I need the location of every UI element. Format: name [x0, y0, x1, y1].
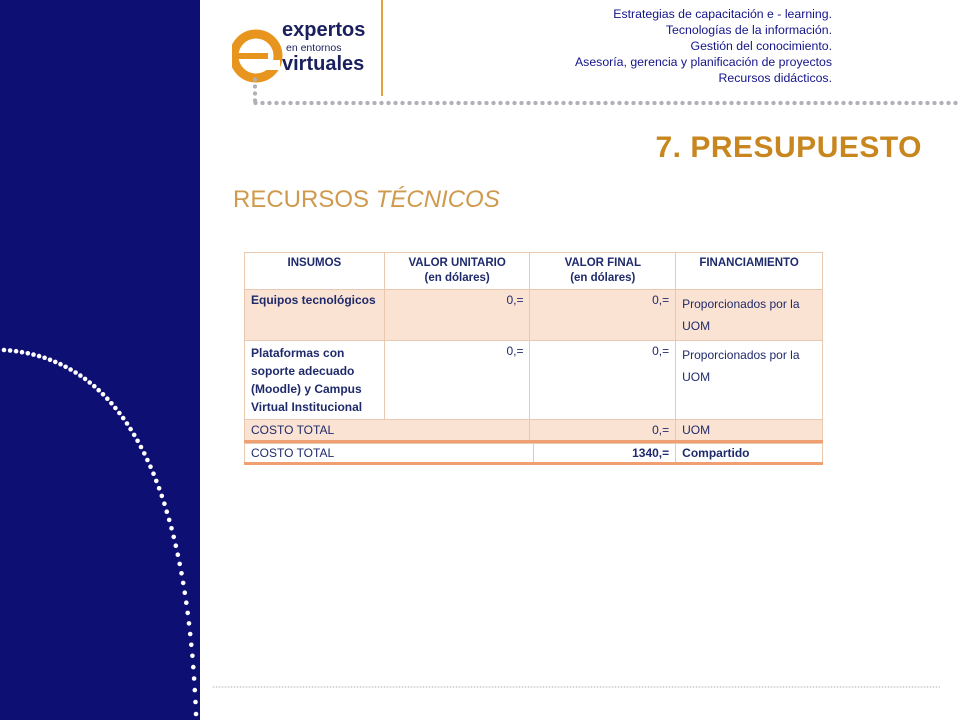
cell-insumo: Equipos tecnológicos — [245, 290, 385, 341]
cell-insumo: Plataformas con soporte adecuado (Moodle) y Campus Virtual Institucional — [245, 341, 385, 420]
header-cell-valor-final: VALOR FINAL (en dólares) — [530, 253, 676, 290]
cell-total-final: 0,= — [530, 420, 676, 442]
tagline-line: Asesoría, gerencia y planificación de proyectos — [574, 55, 832, 69]
cell-valor-final: 0,= — [530, 341, 676, 420]
budget-table — [244, 252, 823, 443]
grand-total-value: 1340,= — [534, 444, 676, 464]
header-cell-valor-unitario: VALOR UNITARIO (en dólares) — [384, 253, 530, 290]
tagline-line: Estrategias de capacitación e - learning. — [613, 7, 832, 21]
table-row — [245, 341, 823, 420]
grand-total-label: COSTO TOTAL — [245, 444, 534, 464]
logo-text-virtuales: virtuales — [282, 53, 365, 75]
cell-financiamiento: Proporcionados por la UOM — [676, 290, 823, 341]
table-total-row — [245, 420, 823, 442]
header-cell-financiamiento: FINANCIAMIENTO — [676, 253, 823, 290]
tagline — [575, 6, 832, 86]
cell-valor-unitario: 0,= — [384, 341, 530, 420]
footer-dotted-line — [212, 686, 940, 688]
section-subtitle — [233, 186, 500, 214]
page-title: 7. PRESUPUESTO — [655, 131, 922, 164]
cell-valor-unitario: 0,= — [384, 290, 530, 341]
grand-total-financiamiento: Compartido — [676, 444, 823, 464]
subtitle-part-italic: TÉCNICOS — [375, 186, 500, 213]
cell-total-financiamiento: UOM — [676, 420, 823, 442]
logo-text-entornos: en entornos — [286, 42, 342, 54]
table-row — [245, 290, 823, 341]
table-header-row — [245, 253, 823, 290]
header-divider — [381, 0, 383, 96]
header-dotted-line — [252, 100, 960, 106]
grand-total-table — [244, 443, 823, 465]
tagline-line: Recursos didácticos. — [718, 71, 832, 85]
tagline-line: Gestión del conocimiento. — [690, 39, 832, 53]
logo-text-expertos: expertos — [282, 19, 366, 41]
grand-total-row — [245, 444, 823, 464]
sidebar-panel — [0, 0, 200, 720]
cell-total-label: COSTO TOTAL — [245, 420, 530, 442]
header-cell-insumos: INSUMOS — [245, 253, 385, 290]
cell-financiamiento: Proporcionados por la UOM — [676, 341, 823, 420]
subtitle-part: RECURSOS — [233, 186, 376, 213]
tagline-line: Tecnologías de la información. — [665, 23, 832, 37]
cell-valor-final: 0,= — [530, 290, 676, 341]
